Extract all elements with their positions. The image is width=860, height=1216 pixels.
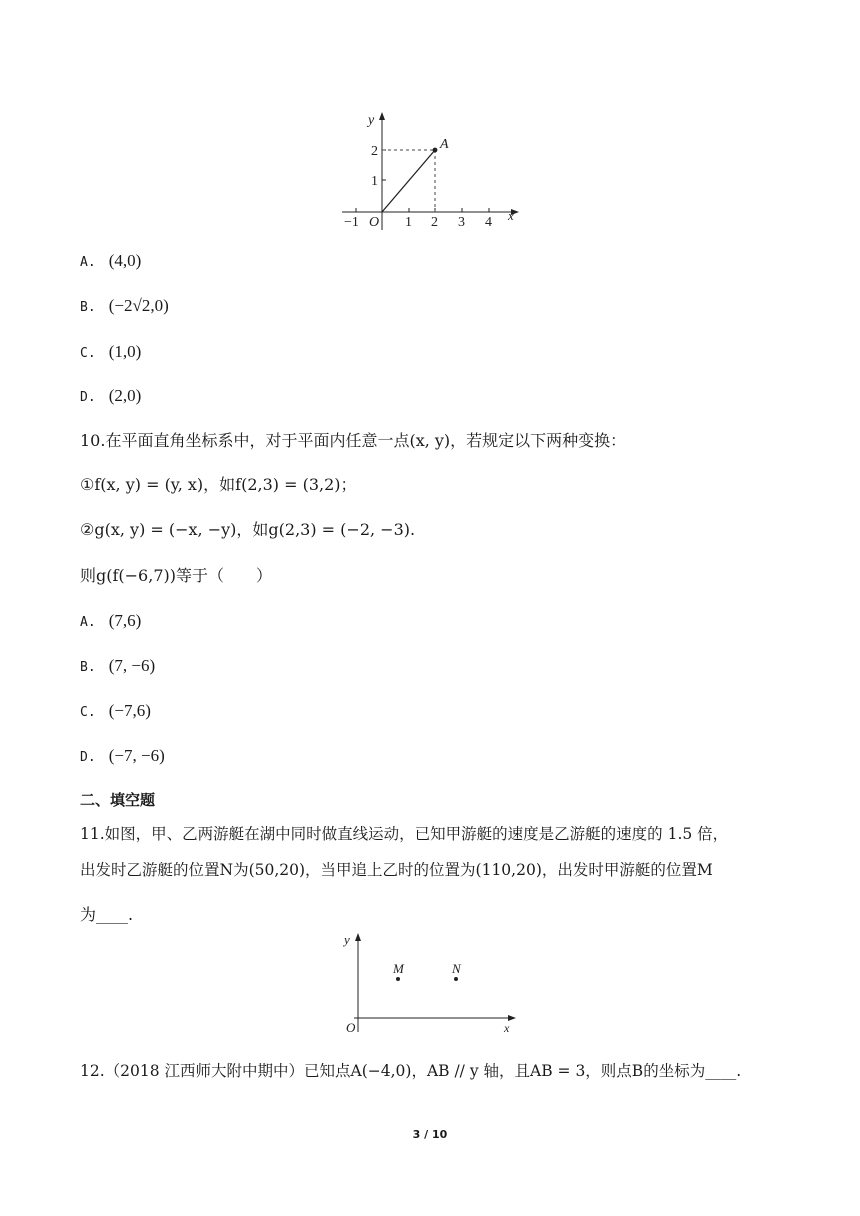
q9-option-a: A. (4,0) <box>80 251 142 270</box>
q11-line-1: 11.如图，甲、乙两游艇在湖中同时做直线运动，已知甲游艇的速度是乙游艇的速度的 1.5 倍， <box>80 825 729 843</box>
option-value: (2,0) <box>108 386 142 405</box>
q10-option-d: D. (−7, −6) <box>80 746 165 765</box>
x-axis-label: x <box>508 208 514 223</box>
option-value: (1,0) <box>108 342 142 361</box>
x-tick-label: 1 <box>405 215 412 230</box>
q9-option-d: D. (2,0) <box>80 386 142 405</box>
x-axis-label: x <box>504 1021 510 1035</box>
option-value: (−7,6) <box>108 701 151 720</box>
q10-stem: 10.在平面直角坐标系中，对于平面内任意一点(x, y)，若规定以下两种变换： <box>80 431 627 450</box>
point-m-label: M <box>393 961 404 976</box>
q10-option-b: B. (7, −6) <box>80 656 156 675</box>
figure-point-a <box>336 108 536 232</box>
y-axis-label: y <box>368 113 375 128</box>
q11-line-2: 出发时乙游艇的位置N为(50,20)，当甲追上乙时的位置为(110,20)，出发时甲游艇的位置M <box>80 861 713 879</box>
figure-points-m-n <box>336 928 526 1036</box>
y-axis-label: y <box>344 932 350 947</box>
q10-option-a: A. (7,6) <box>80 611 142 630</box>
q9-option-b: B. (−2√2,0) <box>80 296 169 315</box>
option-value: (−2√2,0) <box>108 296 169 315</box>
q11-line-3: 为____. <box>80 905 134 924</box>
origin-label: O <box>346 1020 356 1035</box>
q10-ask: 则g(f(−6,7))等于（ ） <box>80 566 272 585</box>
q10-rule-1: ①f(x, y) = (y, x)，如f(2,3) = (3,2)； <box>80 475 357 494</box>
point-a-label: A <box>440 137 449 152</box>
q10-option-c: C. (−7,6) <box>80 701 151 720</box>
x-tick-label: −1 <box>344 215 359 230</box>
point-n-label: N <box>452 961 461 976</box>
origin-label: O <box>369 215 380 230</box>
q9-option-c: C. (1,0) <box>80 342 142 361</box>
q10-rule-2: ②g(x, y) = (−x, −y)，如g(2,3) = (−2, −3). <box>80 520 416 539</box>
x-tick-label: 2 <box>431 215 438 230</box>
x-tick-label: 3 <box>458 215 465 230</box>
option-value: (7, −6) <box>108 656 156 675</box>
y-tick-label: 2 <box>371 144 378 159</box>
option-value: (4,0) <box>108 251 142 270</box>
q12-text: 12.（2018 江西师大附中期中）已知点A(−4,0)，AB // y 轴，且AB = 3，则点B的坐标为____. <box>80 1062 742 1080</box>
y-tick-label: 1 <box>371 174 378 189</box>
x-tick-label: 4 <box>485 215 492 230</box>
section-heading: 二、填空题 <box>80 791 156 809</box>
option-value: (7,6) <box>108 611 142 630</box>
page-number: 3 / 10 <box>412 1128 448 1141</box>
option-value: (−7, −6) <box>108 746 165 765</box>
